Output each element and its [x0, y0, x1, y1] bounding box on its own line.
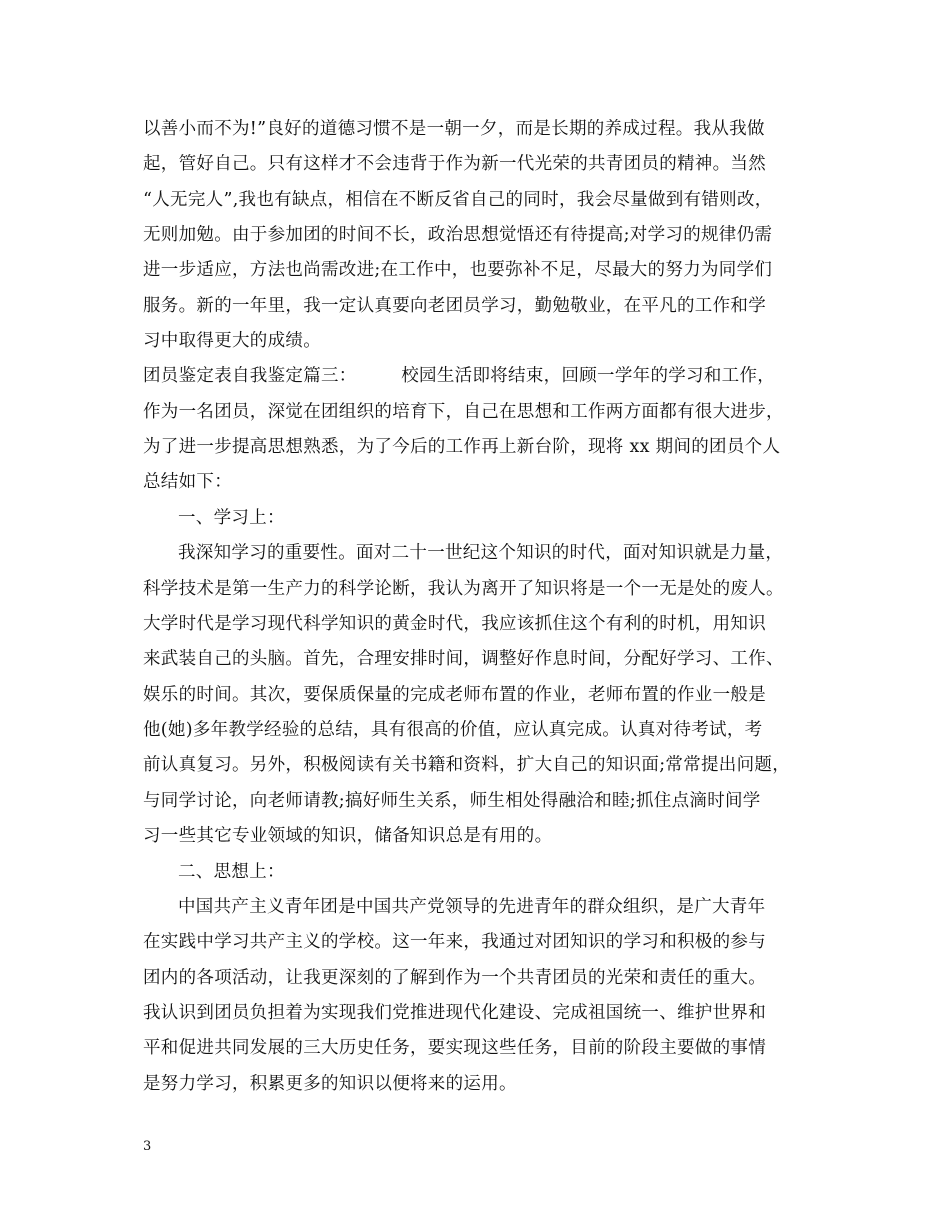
text-line: 中国共产主义青年团是中国共产党领导的先进青年的群众组织，是广大青年 [178, 897, 766, 917]
text-line: 以善小而不为!”良好的道德习惯不是一朝一夕，而是长期的养成过程。我从我做 [143, 119, 765, 139]
text-line: 起，管好自己。只有这样才不会违背于作为新一代光荣的共青团员的精神。当然 [143, 154, 766, 174]
text-line: 进一步适应，方法也尚需改进;在工作中，也要弥补不足，尽最大的努力为同学们 [143, 260, 773, 280]
text-line: 作为一名团员，深觉在团组织的培育下，自己在思想和工作两方面都有很大进步， [143, 402, 784, 422]
text-line: 平和促进共同发展的三大历史任务，要实现这些任务，目前的阶段主要做的事情 [143, 1038, 766, 1058]
text-line: 团内的各项活动，让我更深刻的了解到作为一个共青团员的光荣和责任的重大。 [143, 968, 766, 988]
text-line: 与同学讨论，向老师请教;搞好师生关系，师生相处得融洽和睦;抓住点滴时间学 [143, 791, 761, 811]
page-number: 3 [143, 1139, 152, 1154]
text-line: 在实践中学习共产主义的学校。这一年来，我通过对团知识的学习和积极的参与 [143, 932, 766, 952]
text-line: “人无完人”,我也有缺点，相信在不断反省自己的同时，我会尽量做到有错则改， [143, 190, 773, 210]
text-line: 来武装自己的头脑。首先，合理安排时间，调整好作息时间，分配好学习、工作、 [143, 649, 784, 669]
text-line: 前认真复习。另外，积极阅读有关书籍和资料，扩大自己的知识面;常常提出问题， [143, 755, 790, 775]
text-line: 为了进一步提高思想熟悉，为了今后的工作再上新台阶，现将 xx 期间的团员个人 [143, 437, 781, 457]
text-line: 娱乐的时间。其次，要保质保量的完成老师布置的作业，老师布置的作业一般是 [143, 685, 766, 705]
text-line: 习一些其它专业领域的知识，储备知识总是有用的。 [143, 826, 553, 846]
text-line: 是努力学习，积累更多的知识以便将来的运用。 [143, 1074, 517, 1094]
text-line: 总结如下： [143, 472, 232, 492]
subheading-study: 一、学习上： [178, 508, 285, 528]
text-line: 服务。新的一年里，我一定认真要向老团员学习，勤勉敬业，在平凡的工作和学 [143, 296, 766, 316]
text-line: 科学技术是第一生产力的科学论断，我认为离开了知识将是一个一无是处的废人。 [143, 579, 784, 599]
text-line: 我认识到团员负担着为实现我们党推进现代化建设、完成祖国统一、维护世界和 [143, 1003, 766, 1023]
section-heading-line: 团员鉴定表自我鉴定篇三： 校园生活即将结束，回顾一学年的学习和工作， [143, 366, 776, 386]
text-line: 无则加勉。由于参加团的时间不长，政治思想觉悟还有待提高;对学习的规律仍需 [143, 225, 773, 245]
text-line: 习中取得更大的成绩。 [143, 331, 321, 351]
subheading-thought: 二、思想上： [178, 862, 285, 882]
text-line: 我深知学习的重要性。面对二十一世纪这个知识的时代，面对知识就是力量， [178, 543, 784, 563]
text-line: 他(她)多年教学经验的总结，具有很高的价值，应认真完成。认真对待考试，考 [143, 720, 763, 740]
text-line: 大学时代是学习现代科学知识的黄金时代，我应该抓住这个有利的时机，用知识 [143, 614, 766, 634]
